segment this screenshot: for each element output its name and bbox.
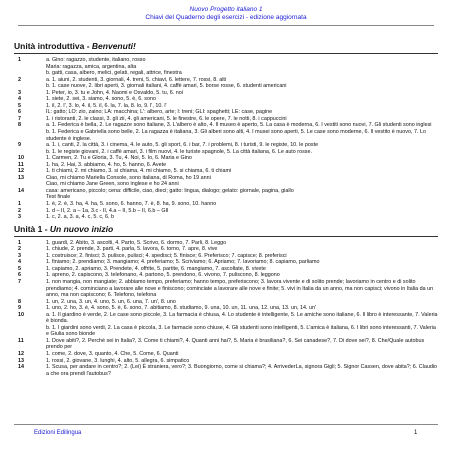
exercise-row [14,214,438,221]
exercise-number: 3 [18,89,21,96]
exercise-answer-line: 1. capiamo, 2. apriamo, 3. Prendete, 4. offrite, 5. partite, 6. mangiamo, 7. ascoltate, 8. vivete [46,265,266,272]
page-header [0,6,452,22]
exercise-number: 4 [18,96,21,103]
exercise-number: 13 [18,174,24,181]
units-container [0,41,452,377]
page-number: 1 [414,430,418,436]
exercise-answer-line: a. 1. i, canti, 2. la città, 3. i cinema, 4. le auto, 5. gli sport, 6. i bar, 7. i problemi, 8. i turisti, 9. le registe, 10. le poste [46,142,319,149]
exercise-number: 14 [18,187,24,194]
exercise-number: 7 [18,278,21,285]
unit-title-prefix: Unità 1 - [14,223,50,234]
exercise-answer-line: Test finale [46,194,71,201]
exercise-answer-line: 1. un, 2. una, 3. un, 4. uno, 5. un, 6. una, 7. un', 8. uno [46,298,176,305]
exercise-number: 8 [18,122,21,129]
exercise-row [14,77,438,90]
exercise-row [14,338,438,351]
header-rule [18,25,434,26]
exercise-answer-line: 1. Peter, io, 3. tu e John, 4. Naomi e Osvaldo, 5. tu, 6. noi [46,89,183,96]
exercise-answer-line: 1. il, 2. l', 3. lo, 4. il, 5. il, 6. la, 7. la, 8. lo, 9. l', 10. l' [46,102,167,109]
exercise-answer-line: IL: gatto; LO: zio, zaino; LA: macchina; L': albero, arte; I: treni; GLI: spaghetti; LE: case, pagine [46,109,273,116]
exercise-number: 9 [18,305,21,312]
exercise-answer-line: Ciao, mi chiamo Jane Green, sono inglese e ho 24 anni [46,181,179,188]
exercise-number: 12 [18,350,24,357]
exercise-number: 1 [18,239,21,246]
exercise-row [14,175,438,188]
publisher-name: Edizioni Edilingua [34,430,82,436]
exercise-number: 3 [18,252,21,259]
exercise-number: 9 [18,142,21,149]
exercise-row [14,188,438,201]
book-title: Nuovo Progetto italiano 1 [189,6,263,13]
exercise-answer-line: 1. finiamo; 2. prendiamo; 3. mangiamo; 4. preferiamo; 5. Scriviamo; 6. Apriamo; 7. lavoriamo; 8. capiamo, parliamo [46,259,320,266]
exercise-answer-line: b. 1. le registe giovani, 2. i caffè amari, 3. i film nuovi, 4. le turiste spagnole, 5. La città italiana, 6. Le auto rosse. [46,148,312,155]
unit-title-prefix: Unità introduttiva - [14,41,92,51]
exercise-number: 1 [18,201,21,208]
exercise-answer-line: a. Gino: ragazzo, studente, italiano, rosso [46,57,146,63]
exercise-answer-line: 1. Scusa, per andare in centro?; 2. (Lei) È straniera, vero?; 3. Buongiorno, come si chiama?; 4. ArrivederLa, signora Gigli; 5. Signor Cassen, dove abita?; 6. Claudio a che ora prendi l'autobus? [46,364,438,377]
exercise-answer-line: b. 1. I giardini sono verdi, 2. La casa è piccola, 3. Le farmacie sono chiuse, 4. Gli studenti sono intelligenti, 5. L'amica è italiana, 6. I libri sono interessanti, 7. Valeria e Giulia sono bionde [46,324,436,338]
exercise-number: 10 [18,155,24,162]
unit-title-main: Un nuovo inizio [49,223,114,234]
exercise-answer-line: 1. chiude, 2. prende, 3. parti, 4. parla, 5. lavora, 6. torno, 7. apre, 8. vive [46,246,218,253]
exercise-number: 14 [18,364,24,371]
exercise-row [14,57,438,77]
exercise-number: 10 [18,311,24,318]
page-footer [0,424,452,436]
exercise-number: 6 [18,272,21,279]
exercise-answer-line: 1. c, 2. a, 3. a, 4. c, 5. c, 6. b [46,214,115,221]
exercise-number: 2 [18,246,21,253]
unit-rule [14,236,438,237]
exercise-answer-line: Maria: ragazza, amica, argentina, alta [46,63,137,70]
exercise-answer-line: 1. come, 2. dove, 3. quanto, 4. Che, 5. Come, 6. Quanti [46,350,179,357]
exercise-number: 13 [18,357,24,364]
exercise-number: 3 [18,214,21,221]
exercise-answer-line: 1. ha, 2. Hai, 3. abbiamo, 4. ho, 5. hanno, 6. Avete [46,161,167,168]
exercise-number: 5 [18,265,21,272]
unit-title-main: Benvenuti! [91,41,136,51]
footer-rule [14,424,438,425]
exercise-row [14,122,438,142]
unit-title [14,224,452,235]
exercise-row [14,312,438,338]
exercise-answer-line: 1. Dove abiti?, 2. Perché sei in Italia?, 3. Come ti chiami?, 4. Quanti anni hai?, 5. Maria è brasiliana?, 6. Sei canadese?, 7. Di dove sei?, 8. Che/Quale autobus prendo per [46,337,425,351]
exercise-answer-line: 1. uno, 2. ho, 3. è, 4. sono, 5. è, 6. sono, 7. abitiamo, 8. studiamo, 9. una, 10. un, 11. una, 12. una, 13. un, 14. un' [46,305,317,312]
exercise-number: 2 [18,76,21,83]
exercise-answer-line: 1. è, 2. è, 3. ha, 4. ha, 5. sono, 6. hanno, 7. è, 8. ha, 9. sono, 10. hanno [46,201,217,208]
exercise-answer-line: a. 1. Federica è bella, 2. Le ragazze sono italiane, 3. L'albero è alto, 4. Il museo è aperto, 5. La casa è moderna, 6. I vestiti sono nuovi, 7. Gli studenti sono inglesi [46,122,432,129]
exercise-answer-line: 1. d – II, 2. a – 1a, 3.c - II, 4.a – II, 5.b – II, 6.b – GII [46,207,169,214]
exercise-answer-line: 1. costruisce; 2. finisci; 3. pulisce, pulisci; 4. spedisci; 5. finisce; 6. Preferisco; 7. capisce; 8. preferisci [46,252,287,259]
exercise-answer-line: casa: americano, piccolo; cena: difficile, ciao, dieci; gatto: lingua, dialogo; gelato: giornale, pagina, giallo [46,187,294,194]
exercise-number: 12 [18,168,24,175]
exercise-number: 2 [18,207,21,214]
exercise-answer-line: 1. Carmen, 2. Tu e Gloria, 3. Tu, 4. Noi, 5. Io, 6. Maria e Gino [46,155,192,162]
unit-title [14,41,452,52]
exercise-row [14,364,438,377]
exercise-answer-line: 1. apreno, 2. capiscono, 3. telefonano, 4. partono, 5. prendono, 6. vivono, 7. puliscono, 8. leggono [46,272,280,279]
exercise-answer-line: 1. rossi, 2. giovane, 3. lunghi, 4. alto, 5. allegra, 6. simpatico [46,357,190,364]
exercise-answer-line: a. 1. aiuni, 2. studenti, 3. giornali, 4. treni, 5. chiavi, 6. lettere, 7. rossi, 8. alti [46,76,227,83]
exercise-answer-line: 1. siete, 2. sei, 3. siamo, 4. sono, 5. è, 6. sono [46,96,156,103]
exercise-number: 8 [18,298,21,305]
exercise-row [14,142,438,155]
exercise-number: 6 [18,109,21,116]
exercise-answer-line: 1. non mangia, non mangiate; 2. abbiamo tempo, preferiamo; hanno tempo, preferiscono; 3. lavora vivente e di solito prende; lavoriamo in centro e di solito prendiamo; 4. cominciano a lavorare alle nove e finiscono; cominciate a lavorare alle nove e finite; 5. vivi in Italia da un anno, ma non capisci; vivono in Italia da un anno, ma non capiscono; 6. Telefono, telefona [46,278,434,299]
exercise-answer-line: Ciao, mi chiamo Mariella Console, sono italiana, di Roma, ho 19 anni [46,174,211,181]
exercise-number: 5 [18,102,21,109]
exercise-answer-line: a. 1. Il giardino è verde, 2. Le case sono piccole, 3. La farmacia è chiusa, 4. Lo studente è intelligente, 5. Le amiche sono italiane, 6. Il libro è interessante, 7. Valeria è bionda. [46,311,438,325]
exercise-row [14,279,438,299]
exercise-answer-line: 1. i ristoranti, 2. le classi, 3. gli zii, 4. gli americani, 5. le finestre, 6. le opere, 7. le notti, 8. i cappuccini [46,115,287,122]
exercise-number: 7 [18,115,21,122]
exercise-number: 11 [18,337,24,344]
exercise-answer-line: b. gatti, casa, albero, melici, gelati, regali, attrice, finestra [46,70,182,77]
exercise-answer-line: 1. ti chiami, 2. mi chiamo, 3. si chiama, 4. mi chiamo, 5. si chiama, 6. ti chiami [46,168,232,175]
exercise-answer-line: 1. guardi, 2. Abito, 3. ascolti, 4. Parto, 5. Scrivo, 6. dormo, 7. Parli, 8. Leggo [46,239,227,246]
book-subtitle: Chiavi del Quaderno degli esercizi - edizione aggiornata [145,14,307,21]
exercise-answer-line: b. 1. Federica e Gabriella sono belle, 2. La ragazza è italiana, 3. Gli alberi sono alti, 4. I musei sono aperti, 5. Le case sono moderne, 6. Il vestito è nuovo, 7. Lo studente è inglese. [46,129,426,142]
exercise-number: 4 [18,259,21,266]
exercise-answer-line: b. 1. case nuove, 2. libri aperti, 3. giornali italiani, 4. caffè amari, 5. borse rosse, 6. studenti americani [46,83,287,90]
unit-rule [14,53,438,54]
exercise-number: 1 [18,57,21,63]
exercise-number: 11 [18,161,24,168]
